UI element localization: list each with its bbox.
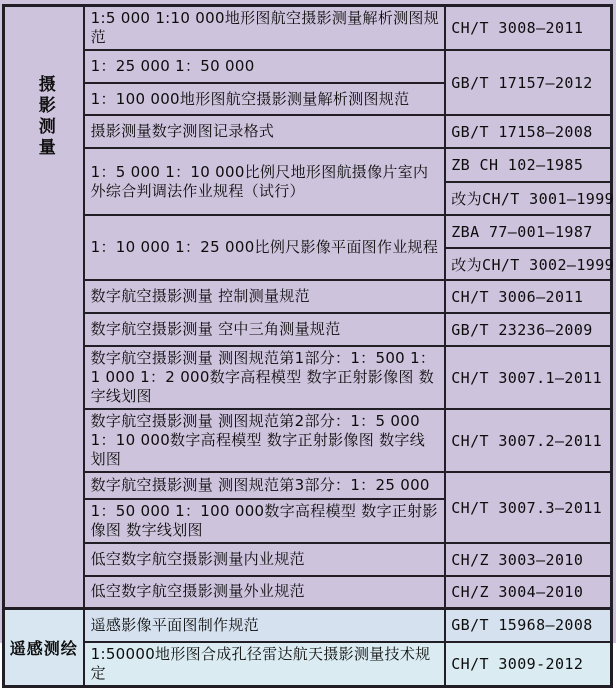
- standard-code-cell: GB/T 17157—2012: [445, 50, 611, 115]
- table-row: [4, 472, 612, 499]
- table-row: [4, 50, 612, 83]
- standard-name-cell: 数字航空摄影测量 控制测量规范: [84, 280, 446, 313]
- table-row: [4, 115, 612, 148]
- standard-name-cell: 1：100 000地形图航空摄影测量解析测图规范: [84, 83, 446, 115]
- table-row: [4, 280, 612, 313]
- table-row: [4, 576, 612, 608]
- table-row: [4, 409, 612, 472]
- standard-name-cell: 1:50000地形图合成孔径雷达航天摄影测量技术规定: [84, 642, 446, 687]
- category-cell-photogrammetry: [4, 6, 84, 609]
- standard-name-cell: 数字航空摄影测量 测图规范第3部分：1：25 000: [84, 472, 446, 499]
- standard-code-cell: CH/T 3007.1—2011: [445, 346, 611, 409]
- category-cell-remote-sensing: [4, 608, 84, 687]
- table-row: [4, 6, 612, 51]
- standard-name-cell: 遥感影像平面图制作规范: [84, 608, 446, 642]
- standard-code-cell: CH/T 3009-2012: [445, 642, 611, 687]
- standard-code-cell: CH/T 3007.2—2011: [445, 409, 611, 472]
- category-label-photogrammetry: 摄影测量: [34, 75, 55, 159]
- standard-code-cell: CH/T 3006—2011: [445, 280, 611, 313]
- standard-code-amended-cell: 改为CH/T 3001—1999: [445, 182, 611, 215]
- standard-code-cell: ZBA 77—001—1987: [445, 215, 611, 248]
- standard-name-cell: 1：25 000 1：50 000: [84, 50, 446, 83]
- category-label-remote-sensing: 遥感测绘: [9, 638, 78, 658]
- standard-name-cell: 数字航空摄影测量 测图规范第1部分：1：500 1：1 000 1：2 000数字高程模型 数字正射影像图 数字线划图: [84, 346, 446, 409]
- standard-name-cell: 低空数字航空摄影测量外业规范: [84, 576, 446, 608]
- standard-name-cell: 数字航空摄影测量 空中三角测量规范: [84, 313, 446, 346]
- standard-code-cell: CH/Z 3003—2010: [445, 543, 611, 576]
- standard-code-cell: CH/T 3007.3—2011: [445, 472, 611, 543]
- standard-name-cell: 1：5 000 1：10 000比例尺地形图航摄像片室内外综合判调法作业规程（试行）: [84, 148, 446, 215]
- table-row: [4, 642, 612, 687]
- standard-code-cell: GB/T 23236—2009: [445, 313, 611, 346]
- table-row: [4, 215, 612, 248]
- standard-code-amended-cell: 改为CH/T 3002—1999: [445, 248, 611, 280]
- table-row: [4, 148, 612, 182]
- standard-name-cell: 摄影测量数字测图记录格式: [84, 115, 446, 148]
- standard-code-cell: GB/T 15968—2008: [445, 608, 611, 642]
- table-row: [4, 608, 612, 642]
- standard-name-cell: 1：50 000 1：100 000数字高程模型 数字正射影像图 数字线划图: [84, 499, 446, 543]
- table-row: [4, 346, 612, 409]
- standard-code-cell: CH/T 3008—2011: [445, 6, 611, 51]
- standard-name-cell: 1：10 000 1：25 000比例尺影像平面图作业规程: [84, 215, 446, 280]
- standard-code-cell: CH/Z 3004—2010: [445, 576, 611, 608]
- standard-code-cell: GB/T 17158—2008: [445, 115, 611, 148]
- standards-table: [2, 4, 613, 688]
- standard-code-cell: ZB CH 102—1985: [445, 148, 611, 182]
- standard-name-cell: 低空数字航空摄影测量内业规范: [84, 543, 446, 576]
- table-row: [4, 313, 612, 346]
- standard-name-cell: 数字航空摄影测量 测图规范第2部分：1：5 000 1：10 000数字高程模型 数字正射影像图 数字线划图: [84, 409, 446, 472]
- table-row: [4, 543, 612, 576]
- standard-name-cell: 1:5 000 1:10 000地形图航空摄影测量解析测图规范: [84, 6, 446, 51]
